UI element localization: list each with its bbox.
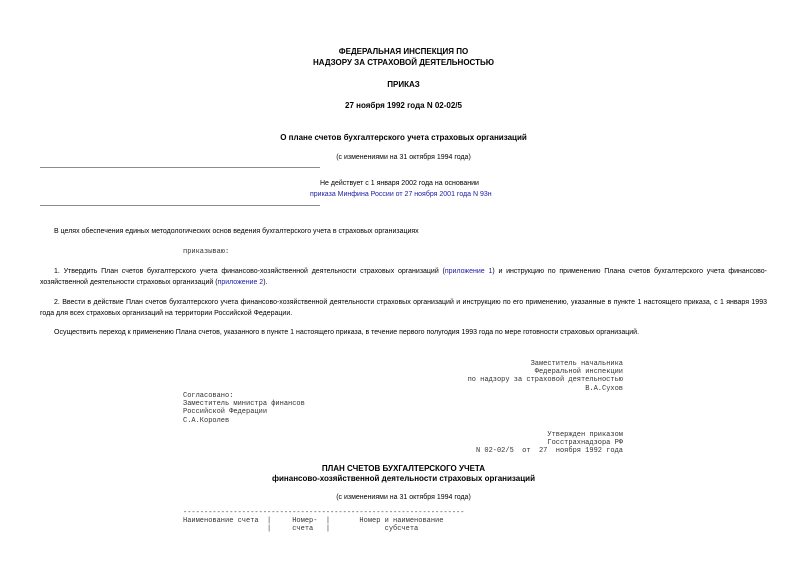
validity-status: Не действует с 1 января 2002 года на основании — [320, 180, 479, 187]
appendix-subtitle: финансово-хозяйственной деятельности страховых организаций — [272, 474, 535, 483]
agreed-name: С.А.Королев — [183, 416, 230, 425]
table-header-row2: | счета | субсчета — [183, 525, 419, 534]
appendix-2-link[interactable]: приложение 2 — [217, 279, 264, 286]
approved-line3: N 02-02/5 от 27 ноября 1992 года — [475, 447, 623, 456]
agreed-position: Заместитель министра финансов — [183, 400, 305, 409]
appendix-amendment-note: (с изменениями на 31 октября 1994 года) — [336, 494, 471, 501]
paragraph-1-text-b: ) и инструкцию по применению Плана счетов бухгалтерского учета финансово-хозяйственной деятельности страховых организаций ( — [40, 268, 767, 286]
table-header-row1: Наименование счета | Номер- | Номер и наименование — [183, 517, 444, 526]
agreed-label: Согласовано: — [183, 392, 234, 400]
paragraph-1-text-c: ). — [263, 279, 268, 286]
signature-block — [400, 360, 623, 393]
signature-title-line1: Заместитель начальника — [530, 360, 623, 368]
paragraph-3: Осуществить переход к применению Плана счетов, указанного в пункте 1 настоящего приказа, в течение первого полугодия 1993 года по мере готовности страховых организаций. — [54, 329, 640, 336]
paragraph-1-text-a: 1. Утвердить План счетов бухгалтерского учета финансово-хозяйственной деятельности страховых организаций ( — [54, 268, 445, 275]
approved-line2: Госстрахнадзора РФ — [547, 439, 623, 448]
separator-bottom — [40, 205, 320, 206]
appendix-1-link[interactable]: приложение 1 — [444, 268, 493, 275]
separator-top — [40, 167, 320, 168]
accounts-table-header — [183, 509, 464, 534]
document-type: ПРИКАЗ — [387, 80, 420, 89]
amendment-note: (с изменениями на 31 октября 1994 года) — [336, 154, 471, 161]
repeal-order-link[interactable]: приказа Минфина России от 27 ноября 2001 года N 93н — [310, 191, 492, 198]
document-date-number: 27 ноября 1992 года N 02-02/5 — [345, 101, 462, 110]
signature-title-line3: по надзору за страховой деятельностью — [467, 376, 623, 385]
table-top-rule: ------------------------------------------------------------------- — [183, 509, 465, 517]
intro-paragraph: В целях обеспечения единых методологических основ ведения бухгалтерского учета в страховых организациях — [54, 228, 419, 235]
appendix-title: ПЛАН СЧЕТОВ БУХГАЛТЕРСКОГО УЧЕТА — [321, 464, 486, 473]
signature-name: В.А.Сухов — [585, 384, 623, 393]
document-title: О плане счетов бухгалтерского учета страховых организаций — [280, 133, 527, 142]
approved-line1: Утвержден приказом — [547, 431, 623, 439]
agency-name-line2: НАДЗОРУ ЗА СТРАХОВОЙ ДЕЯТЕЛЬНОСТЬЮ — [312, 58, 495, 67]
agreed-block — [183, 392, 305, 425]
orders-word: приказываю: — [183, 248, 230, 256]
approved-block — [400, 431, 623, 456]
agreed-country: Российской Федерации — [183, 408, 268, 417]
paragraph-1 — [40, 266, 767, 288]
signature-title-line2: Федеральной инспекции — [534, 368, 623, 377]
paragraph-2-text: 2. Ввести в действие План счетов бухгалтерского учета финансово-хозяйственной деятельности страховых организаций и инструкцию по его применению, указанные в пункте 1 настоящего приказа, с 1 января 1993 года для всех страховых организаций на территории Российской Федерации. — [40, 299, 767, 317]
paragraph-2 — [40, 297, 767, 319]
agency-name-line1: ФЕДЕРАЛЬНАЯ ИНСПЕКЦИЯ ПО — [338, 47, 469, 56]
